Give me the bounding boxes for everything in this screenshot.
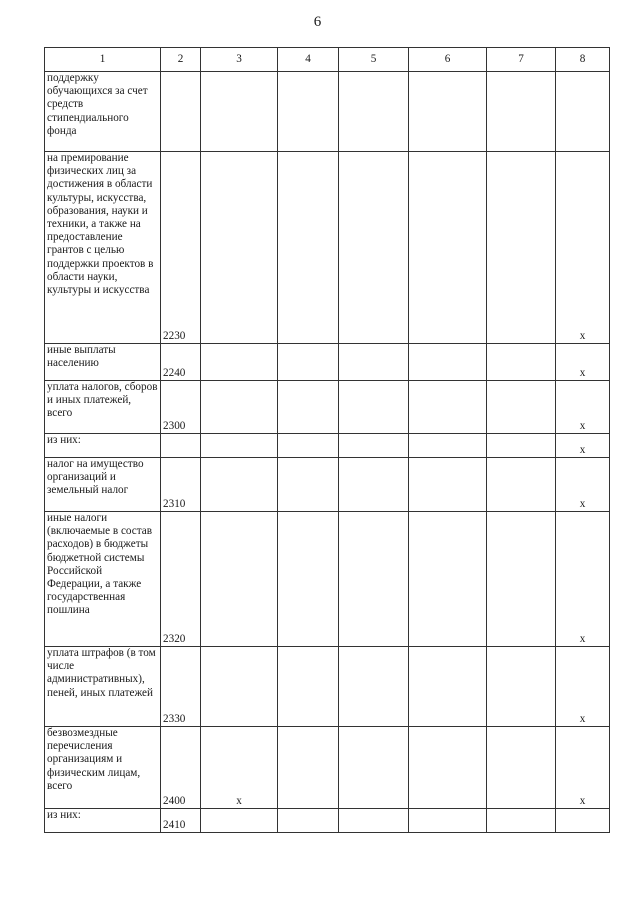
row-name: поддержку обучающихся за счет средств стипендиального фонда bbox=[45, 72, 161, 152]
table-cell bbox=[409, 344, 487, 381]
table-cell: x bbox=[556, 458, 610, 512]
table-cell bbox=[339, 647, 409, 727]
row-name: уплата налогов, сборов и иных платежей, всего bbox=[45, 381, 161, 434]
table-cell bbox=[201, 152, 278, 344]
table-cell bbox=[201, 647, 278, 727]
table-cell bbox=[339, 458, 409, 512]
table-cell: x bbox=[556, 381, 610, 434]
table-cell bbox=[487, 809, 556, 833]
row-name: из них: bbox=[45, 434, 161, 458]
table-row bbox=[45, 512, 610, 647]
column-header: 8 bbox=[556, 48, 610, 72]
table-cell bbox=[278, 512, 339, 647]
row-name: безвозмездные перечисления организациям и физическим лицам, всего bbox=[45, 727, 161, 809]
table-cell bbox=[487, 72, 556, 152]
table-row bbox=[45, 727, 610, 809]
column-header: 3 bbox=[201, 48, 278, 72]
table-cell: x bbox=[556, 647, 610, 727]
table-cell bbox=[201, 458, 278, 512]
table-cell bbox=[409, 381, 487, 434]
table-cell bbox=[409, 647, 487, 727]
column-header: 5 bbox=[339, 48, 409, 72]
table-cell: x bbox=[201, 727, 278, 809]
table-cell bbox=[201, 512, 278, 647]
row-code: 2300 bbox=[161, 381, 201, 434]
financial-report-table bbox=[44, 47, 610, 833]
table-row bbox=[45, 809, 610, 833]
table-cell bbox=[278, 434, 339, 458]
table-cell: x bbox=[556, 434, 610, 458]
table-cell bbox=[487, 434, 556, 458]
table-cell bbox=[409, 72, 487, 152]
table-cell bbox=[556, 72, 610, 152]
table-cell bbox=[201, 434, 278, 458]
row-code: 2400 bbox=[161, 727, 201, 809]
table-row bbox=[45, 381, 610, 434]
table-cell bbox=[487, 512, 556, 647]
table-cell bbox=[278, 381, 339, 434]
table-row bbox=[45, 434, 610, 458]
row-name: на премирование физических лиц за достижения в области культуры, искусства, образования, науки и техники, а также на предоставление грантов с целью поддержки проектов в области науки, культуры и искусства bbox=[45, 152, 161, 344]
table-cell bbox=[339, 152, 409, 344]
table-cell bbox=[409, 458, 487, 512]
table-cell bbox=[201, 381, 278, 434]
table-cell: x bbox=[556, 344, 610, 381]
table-cell bbox=[278, 458, 339, 512]
table-cell bbox=[201, 72, 278, 152]
table-cell: x bbox=[556, 727, 610, 809]
row-code: 2410 bbox=[161, 809, 201, 833]
table-cell bbox=[409, 434, 487, 458]
table-cell bbox=[487, 152, 556, 344]
column-header: 7 bbox=[487, 48, 556, 72]
row-code: 2310 bbox=[161, 458, 201, 512]
row-code: 2320 bbox=[161, 512, 201, 647]
table-cell bbox=[487, 727, 556, 809]
table-cell bbox=[487, 344, 556, 381]
row-code bbox=[161, 72, 201, 152]
table-row bbox=[45, 72, 610, 152]
table-row bbox=[45, 152, 610, 344]
page-number: 6 bbox=[313, 14, 322, 30]
table-cell bbox=[409, 727, 487, 809]
row-name: уплата штрафов (в том числе административных), пеней, иных платежей bbox=[45, 647, 161, 727]
header-row bbox=[45, 48, 610, 72]
table-row bbox=[45, 344, 610, 381]
table-cell: x bbox=[556, 152, 610, 344]
table-cell bbox=[487, 458, 556, 512]
row-name: иные выплаты населению bbox=[45, 344, 161, 381]
row-name: иные налоги (включаемые в состав расходов) в бюджеты бюджетной системы Российской Федерации, а также государственная пошлина bbox=[45, 512, 161, 647]
row-name: налог на имущество организаций и земельный налог bbox=[45, 458, 161, 512]
table-cell bbox=[409, 809, 487, 833]
table-cell bbox=[278, 344, 339, 381]
table-cell bbox=[556, 809, 610, 833]
column-header: 4 bbox=[278, 48, 339, 72]
table-cell bbox=[339, 434, 409, 458]
table-cell bbox=[339, 381, 409, 434]
table-cell bbox=[339, 727, 409, 809]
column-header: 2 bbox=[161, 48, 201, 72]
table-cell bbox=[201, 809, 278, 833]
row-code: 2230 bbox=[161, 152, 201, 344]
table-cell bbox=[278, 647, 339, 727]
row-code: 2240 bbox=[161, 344, 201, 381]
table-cell bbox=[278, 152, 339, 344]
table-cell bbox=[339, 512, 409, 647]
column-header: 6 bbox=[409, 48, 487, 72]
table-cell bbox=[487, 647, 556, 727]
table-cell bbox=[339, 809, 409, 833]
table-cell bbox=[409, 152, 487, 344]
table-row bbox=[45, 647, 610, 727]
table-cell bbox=[278, 809, 339, 833]
table-cell bbox=[487, 381, 556, 434]
table-cell bbox=[201, 344, 278, 381]
table-row bbox=[45, 458, 610, 512]
table-cell: x bbox=[556, 512, 610, 647]
row-code bbox=[161, 434, 201, 458]
table-cell bbox=[339, 344, 409, 381]
row-code: 2330 bbox=[161, 647, 201, 727]
table-cell bbox=[278, 72, 339, 152]
column-header: 1 bbox=[45, 48, 161, 72]
table-cell bbox=[339, 72, 409, 152]
table-cell bbox=[278, 727, 339, 809]
table-cell bbox=[409, 512, 487, 647]
row-name: из них: bbox=[45, 809, 161, 833]
